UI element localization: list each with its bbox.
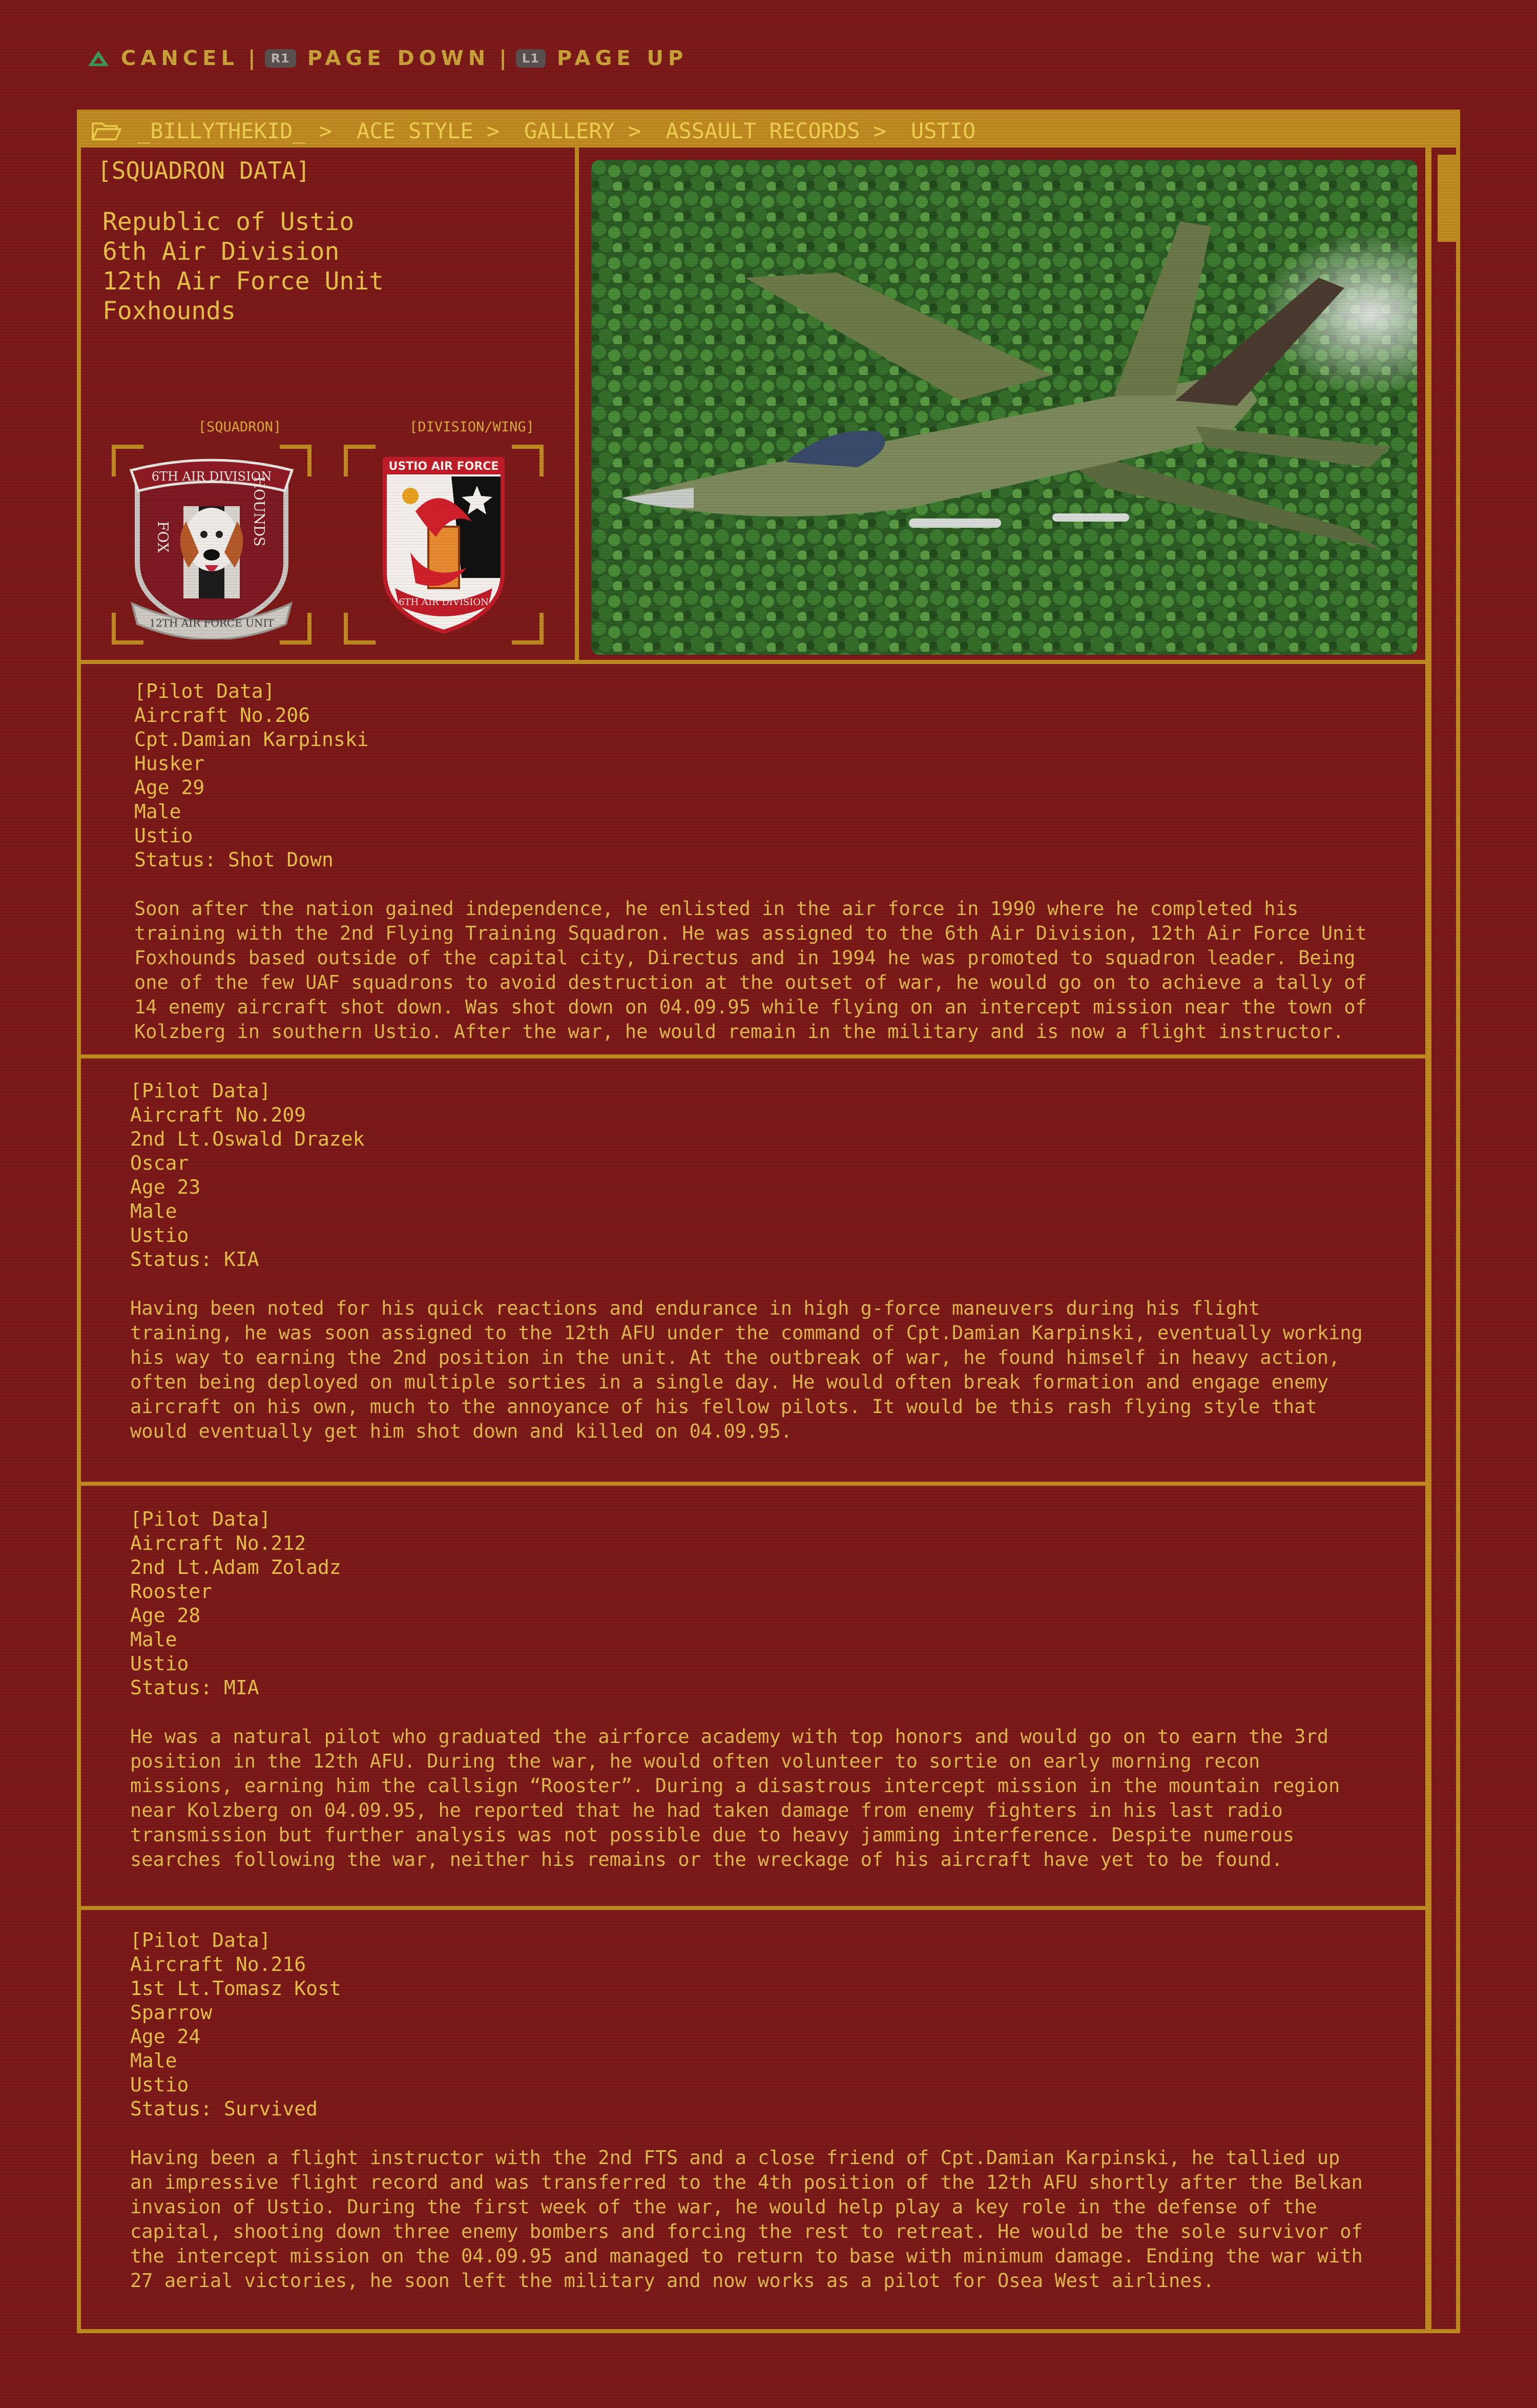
pilot-sex: Male [130,1628,177,1651]
breadcrumb-item-ustio[interactable]: USTIO [910,118,976,143]
scrollbar-track[interactable] [1425,148,1431,2329]
pilot-age: Age 29 [134,776,205,799]
pilot-sex: Male [130,2049,177,2072]
records-window [77,110,1460,2333]
pilot-record-212 [81,1507,1425,1872]
chevron-right-icon: > [486,118,500,143]
pilot-aircraft: Aircraft No.212 [130,1532,306,1554]
pilot-bio: Soon after the nation gained independence, he enlisted in the air force in 1990 where he completed his training with the 2nd Flying Training Squadron. He was assigned to the 6th Air Division, 12th Air Force Unit Foxhounds based outside of the capital city, Directus and in 1994 he was promoted to squadron leader. Being one of the few UAF squadrons to avoid destruction at the outset of war, he would go on to achieve a tally of 14 enemy aircraft shot down. Was shot down on 04.09.95 while flying on an intercept mission near the town of Kolzberg in southern Ustio. After the war, he would remain in the military and is now a flight instructor. [134,898,1367,1043]
divider [81,1906,1425,1910]
triangle-icon [88,51,109,66]
pilot-sex: Male [134,800,181,823]
cancel-button[interactable]: CANCEL [121,47,239,70]
pilot-record-209 [81,1079,1425,1444]
squadron-nation: Republic of Ustio [102,207,355,236]
pilot-aircraft: Aircraft No.209 [130,1104,306,1126]
pilot-status: Status: Survived [130,2098,318,2120]
divider [81,1054,1425,1058]
squadron-division: 6th Air Division [102,237,340,266]
squadron-emblem-frame [112,445,311,645]
squadron-name: Foxhounds [102,297,236,325]
chevron-right-icon: > [873,118,886,143]
pilot-nation: Ustio [134,824,193,847]
svg-text:FOX: FOX [154,521,172,553]
chevron-right-icon: > [319,118,333,143]
pilot-callsign: Husker [134,752,205,775]
squadron-info [102,207,384,326]
pilot-callsign: Rooster [130,1580,213,1603]
pilot-header: [Pilot Data] [130,1929,271,1952]
separator: | [499,47,507,70]
squadron-badge-label: [SQUADRON] [198,419,282,435]
breadcrumb [81,114,1456,148]
control-hints [88,45,688,72]
svg-text:12TH AIR FORCE UNIT: 12TH AIR FORCE UNIT [149,617,274,629]
pilot-nation: Ustio [130,1652,189,1675]
svg-text:6TH AIR DIVISION: 6TH AIR DIVISION [151,469,272,484]
divider [575,148,579,664]
pilot-name: 1st Lt.Tomasz Kost [130,1977,341,2000]
folder-icon [91,120,122,141]
pilot-nation: Ustio [130,2073,189,2096]
pilot-aircraft: Aircraft No.216 [130,1953,306,1976]
svg-text:HOUNDS: HOUNDS [251,476,268,547]
l1-badge: L1 [516,49,546,68]
pilot-bio: Having been noted for his quick reactions and endurance in high g-force maneuvers during his flight training, he was soon assigned to the 12th AFU under the command of Cpt.Damian Karpinski, eventually working his way to earning the 2nd position in the unit. At the outbreak of war, he found himself in heavy action, often being deployed on multiple sorties in a single day. He would often break formation and engage enemy aircraft on his own, much to the annoyance of his fellow pilots. It would be this rash flying style that would eventually get him shot down and killed on 04.09.95. [130,1297,1363,1442]
pilot-status: Status: Shot Down [134,848,334,871]
r1-badge: R1 [265,49,296,68]
pilot-age: Age 24 [130,2025,201,2048]
breadcrumb-item-gallery[interactable]: GALLERY [524,118,615,143]
pilot-age: Age 28 [130,1604,201,1627]
pilot-name: 2nd Lt.Oswald Drazek [130,1128,365,1150]
pilot-bio: He was a natural pilot who graduated the airforce academy with top honors and would go on to earn the 3rd position in the 12th AFU. During the war, he would often volunteer to sortie on early morning recon missions, earning him the callsign “Rooster”. During a disastrous intercept mission in the mountain region near Kolzberg on 04.09.95, he reported that he had taken damage from enemy fighters in his last radio transmission but further analysis was not possible due to heavy jamming interference. Despite numerous searches following the war, neither his remains or the wreckage of his aircraft have yet to be found. [130,1726,1340,1871]
chevron-right-icon: > [628,118,641,143]
pilot-nation: Ustio [130,1224,189,1247]
pilot-status: Status: MIA [130,1676,259,1699]
foxhounds-emblem [122,450,301,639]
division-badge-label: [DIVISION/WING] [409,419,534,435]
pilot-callsign: Oscar [130,1152,189,1174]
pilot-callsign: Sparrow [130,2001,213,2024]
svg-text:6TH AIR DIVISION: 6TH AIR DIVISION [399,597,489,608]
division-emblem-frame [344,445,544,645]
aircraft-photo [591,160,1417,655]
page-down-button[interactable]: PAGE DOWN [307,47,490,70]
pilot-header: [Pilot Data] [130,1508,271,1530]
pilot-record-216 [81,1928,1425,2293]
pilot-header: [Pilot Data] [130,1080,271,1102]
squadron-unit: 12th Air Force Unit [102,267,384,296]
pilot-aircraft: Aircraft No.206 [134,704,310,726]
pilot-header: [Pilot Data] [134,680,275,702]
divider [81,660,1425,664]
svg-text:USTIO AIR FORCE: USTIO AIR FORCE [388,460,499,473]
divider [81,1482,1425,1486]
pilot-sex: Male [130,1200,177,1222]
separator: | [247,47,256,70]
breadcrumb-item-user[interactable]: _BILLYTHEKID_ [137,118,306,143]
pilot-status: Status: KIA [130,1248,259,1271]
pilot-age: Age 23 [130,1176,201,1198]
pilot-name: 2nd Lt.Adam Zoladz [130,1556,341,1579]
content-pane [81,148,1425,2329]
breadcrumb-item-ace-style[interactable]: ACE STYLE [357,118,473,143]
squadron-title: [SQUADRON DATA] [97,157,310,184]
pilot-name: Cpt.Damian Karpinski [134,728,369,751]
division-emblem [380,450,508,634]
pilot-record-206 [81,679,1425,1044]
pilot-bio: Having been a flight instructor with the 2nd FTS and a close friend of Cpt.Damian Karpinski, he tallied up an impressive flight record and was transferred to the 4th position of the 12th AFU shortly after the Belkan invasion of Ustio. During the first week of the war, he would help play a key role in the defense of the capital, shooting down three enemy bombers and forcing the rest to retreat. He would be the sole survivor of the intercept mission on the 04.09.95 and managed to return to base with minimum damage. Ending the war with 27 aerial victories, he soon left the military and now works as a pilot for Osea West airlines. [130,2147,1363,2292]
breadcrumb-item-assault-records[interactable]: ASSAULT RECORDS [666,118,860,143]
page-up-button[interactable]: PAGE UP [556,47,688,70]
scrollbar-thumb[interactable] [1438,155,1456,242]
